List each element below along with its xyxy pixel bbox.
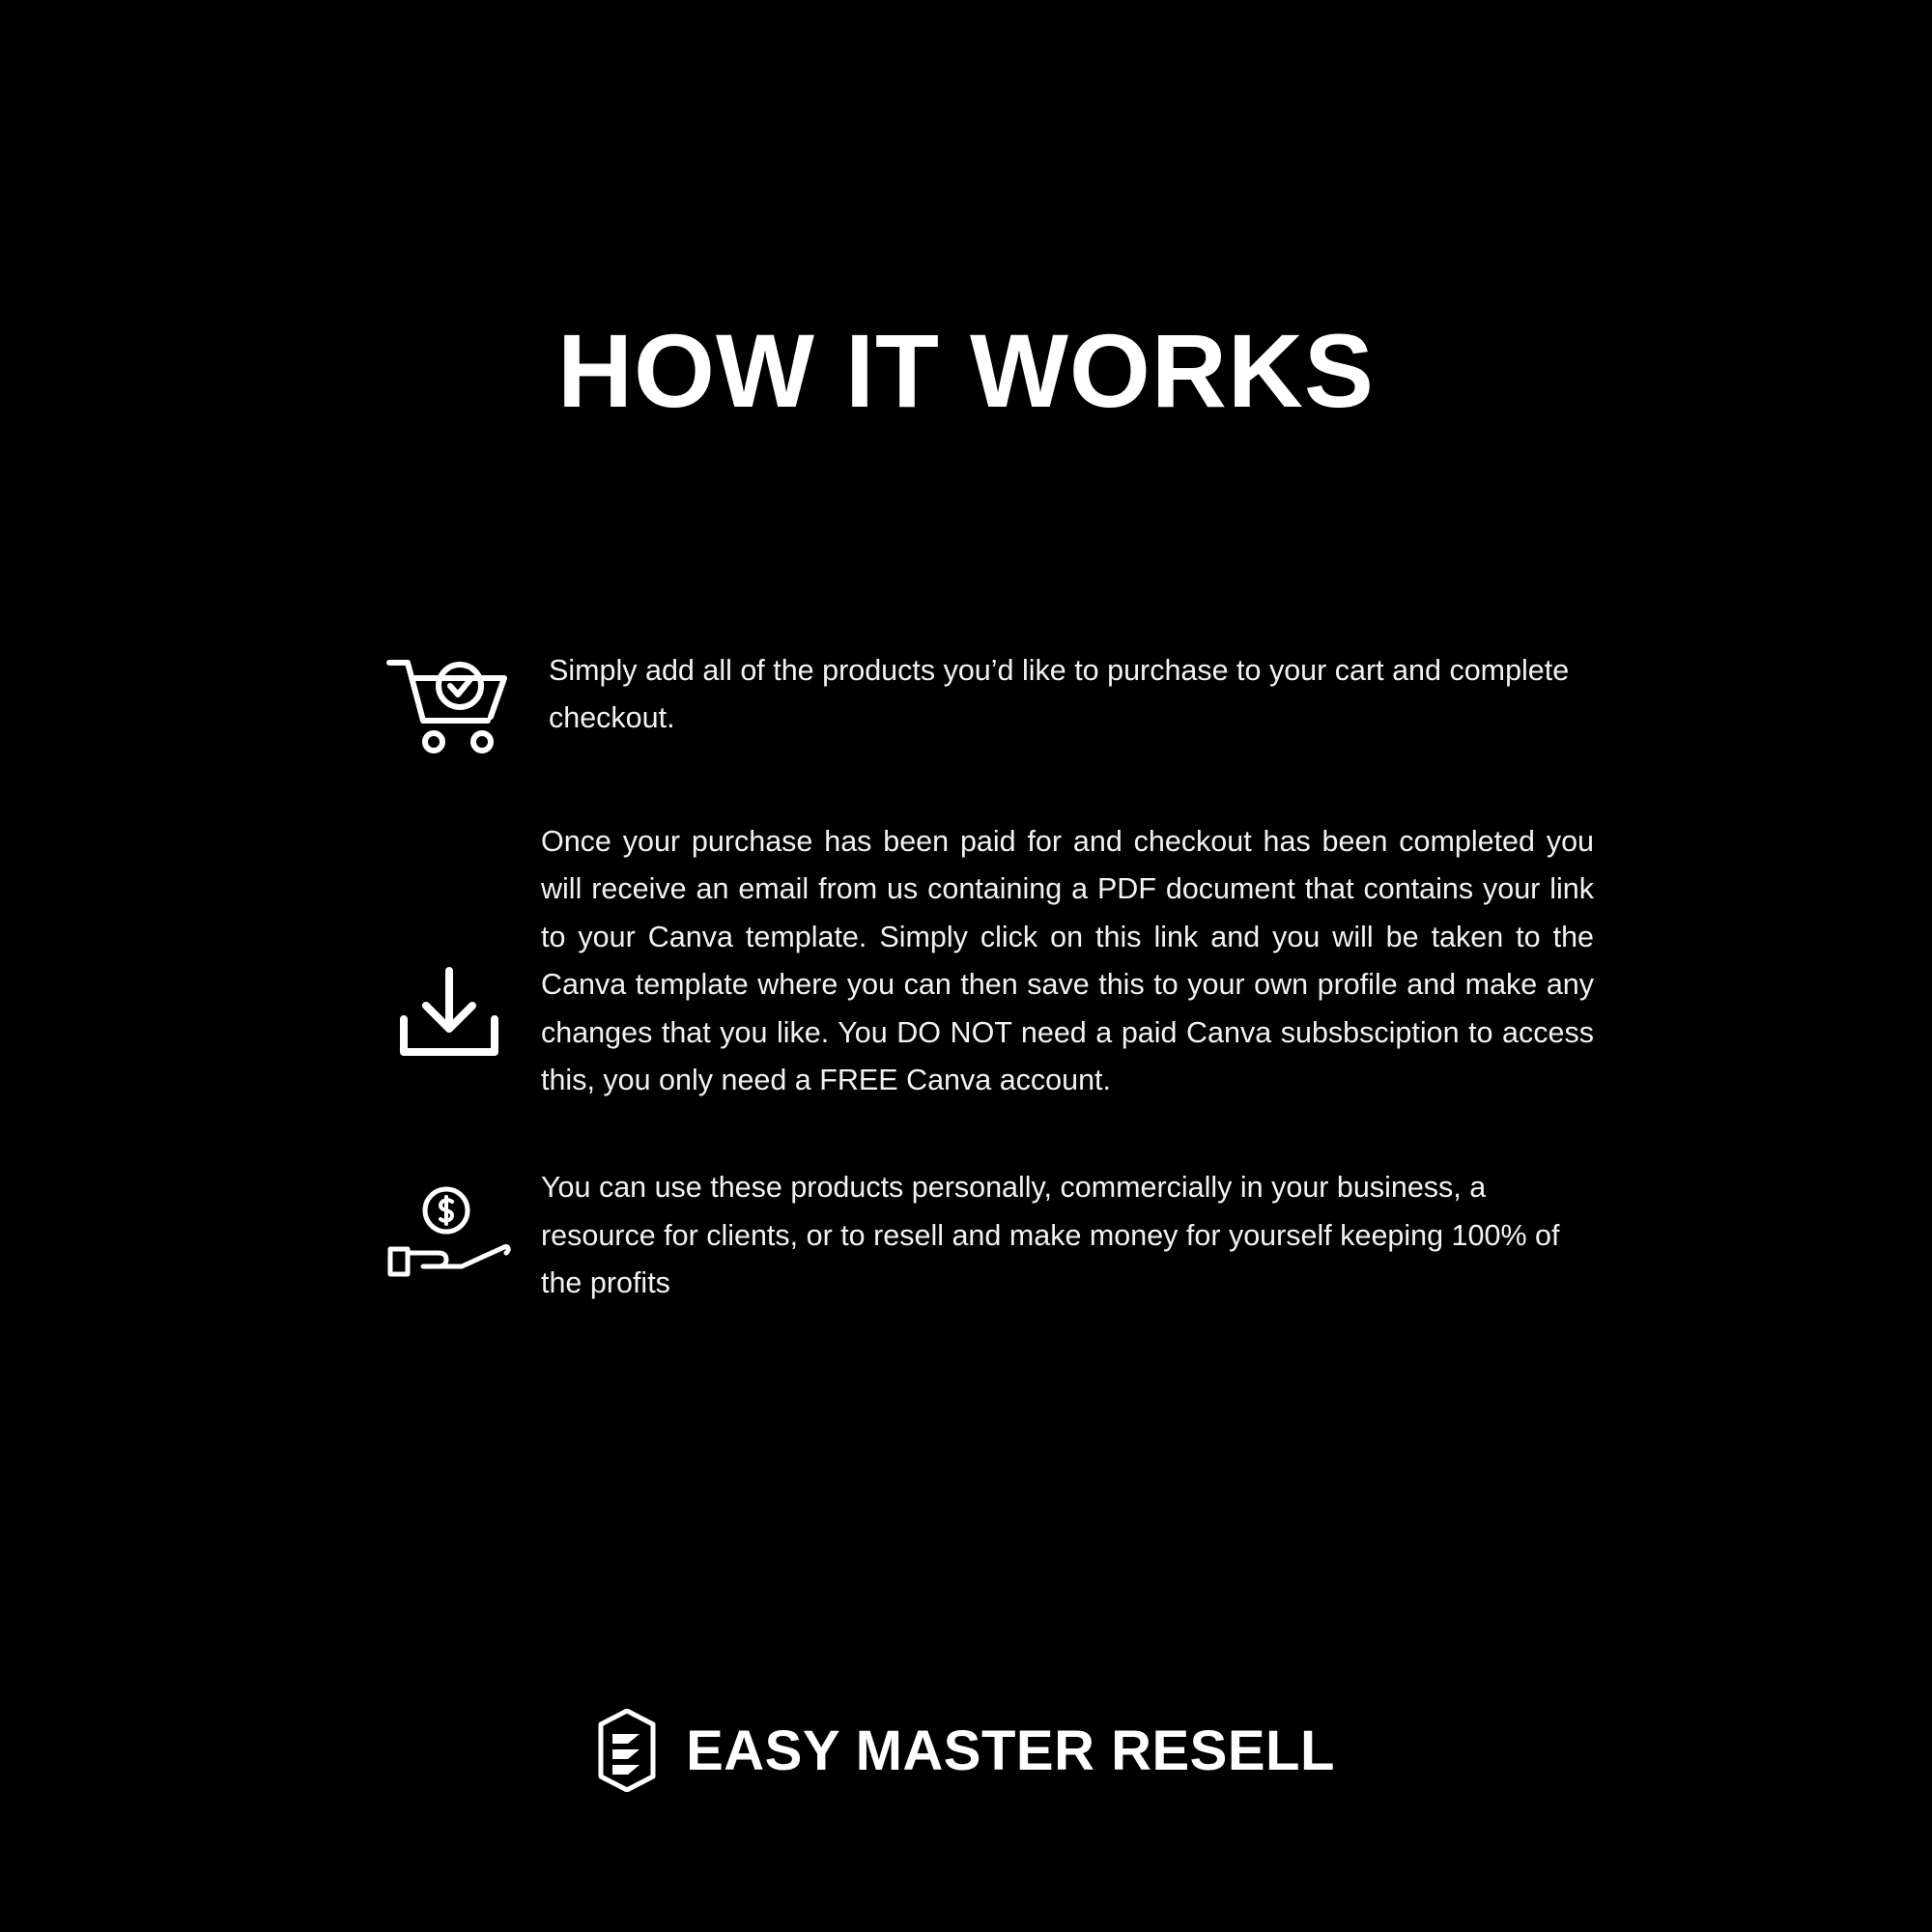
step-text: Simply add all of the products you’d like to purchase to your cart and complete checkout. [549,654,1570,735]
step-item [357,647,1594,758]
step-text: You can use these products personally, commercially in your business, a resource for clients, or to resell and make money for yourself keeping 100% of the profits [541,1171,1560,1300]
steps-list [357,647,1594,1368]
download-icon [357,818,541,1065]
easy-master-resell-logo-icon [597,1709,657,1792]
page-title: HOW IT WORKS [557,312,1375,429]
footer [0,1709,1932,1792]
step-text: Once your purchase has been paid for and checkout has been completed you will receive an email from us containing a PDF document that contains your link to your Canva template. Simply click on this link and you will be taken to the Canva template where you can then save this to your own profile and make any changes that you like. You DO NOT need a paid Canva subsbsciption to access this, you only need a FREE Canva account. [541,825,1594,1097]
shopping-cart-check-icon [357,647,541,758]
step-item [357,1164,1594,1307]
hand-holding-money-icon [357,1164,541,1282]
step-item [357,818,1594,1104]
brand-name: EASY MASTER RESELL [686,1719,1335,1782]
